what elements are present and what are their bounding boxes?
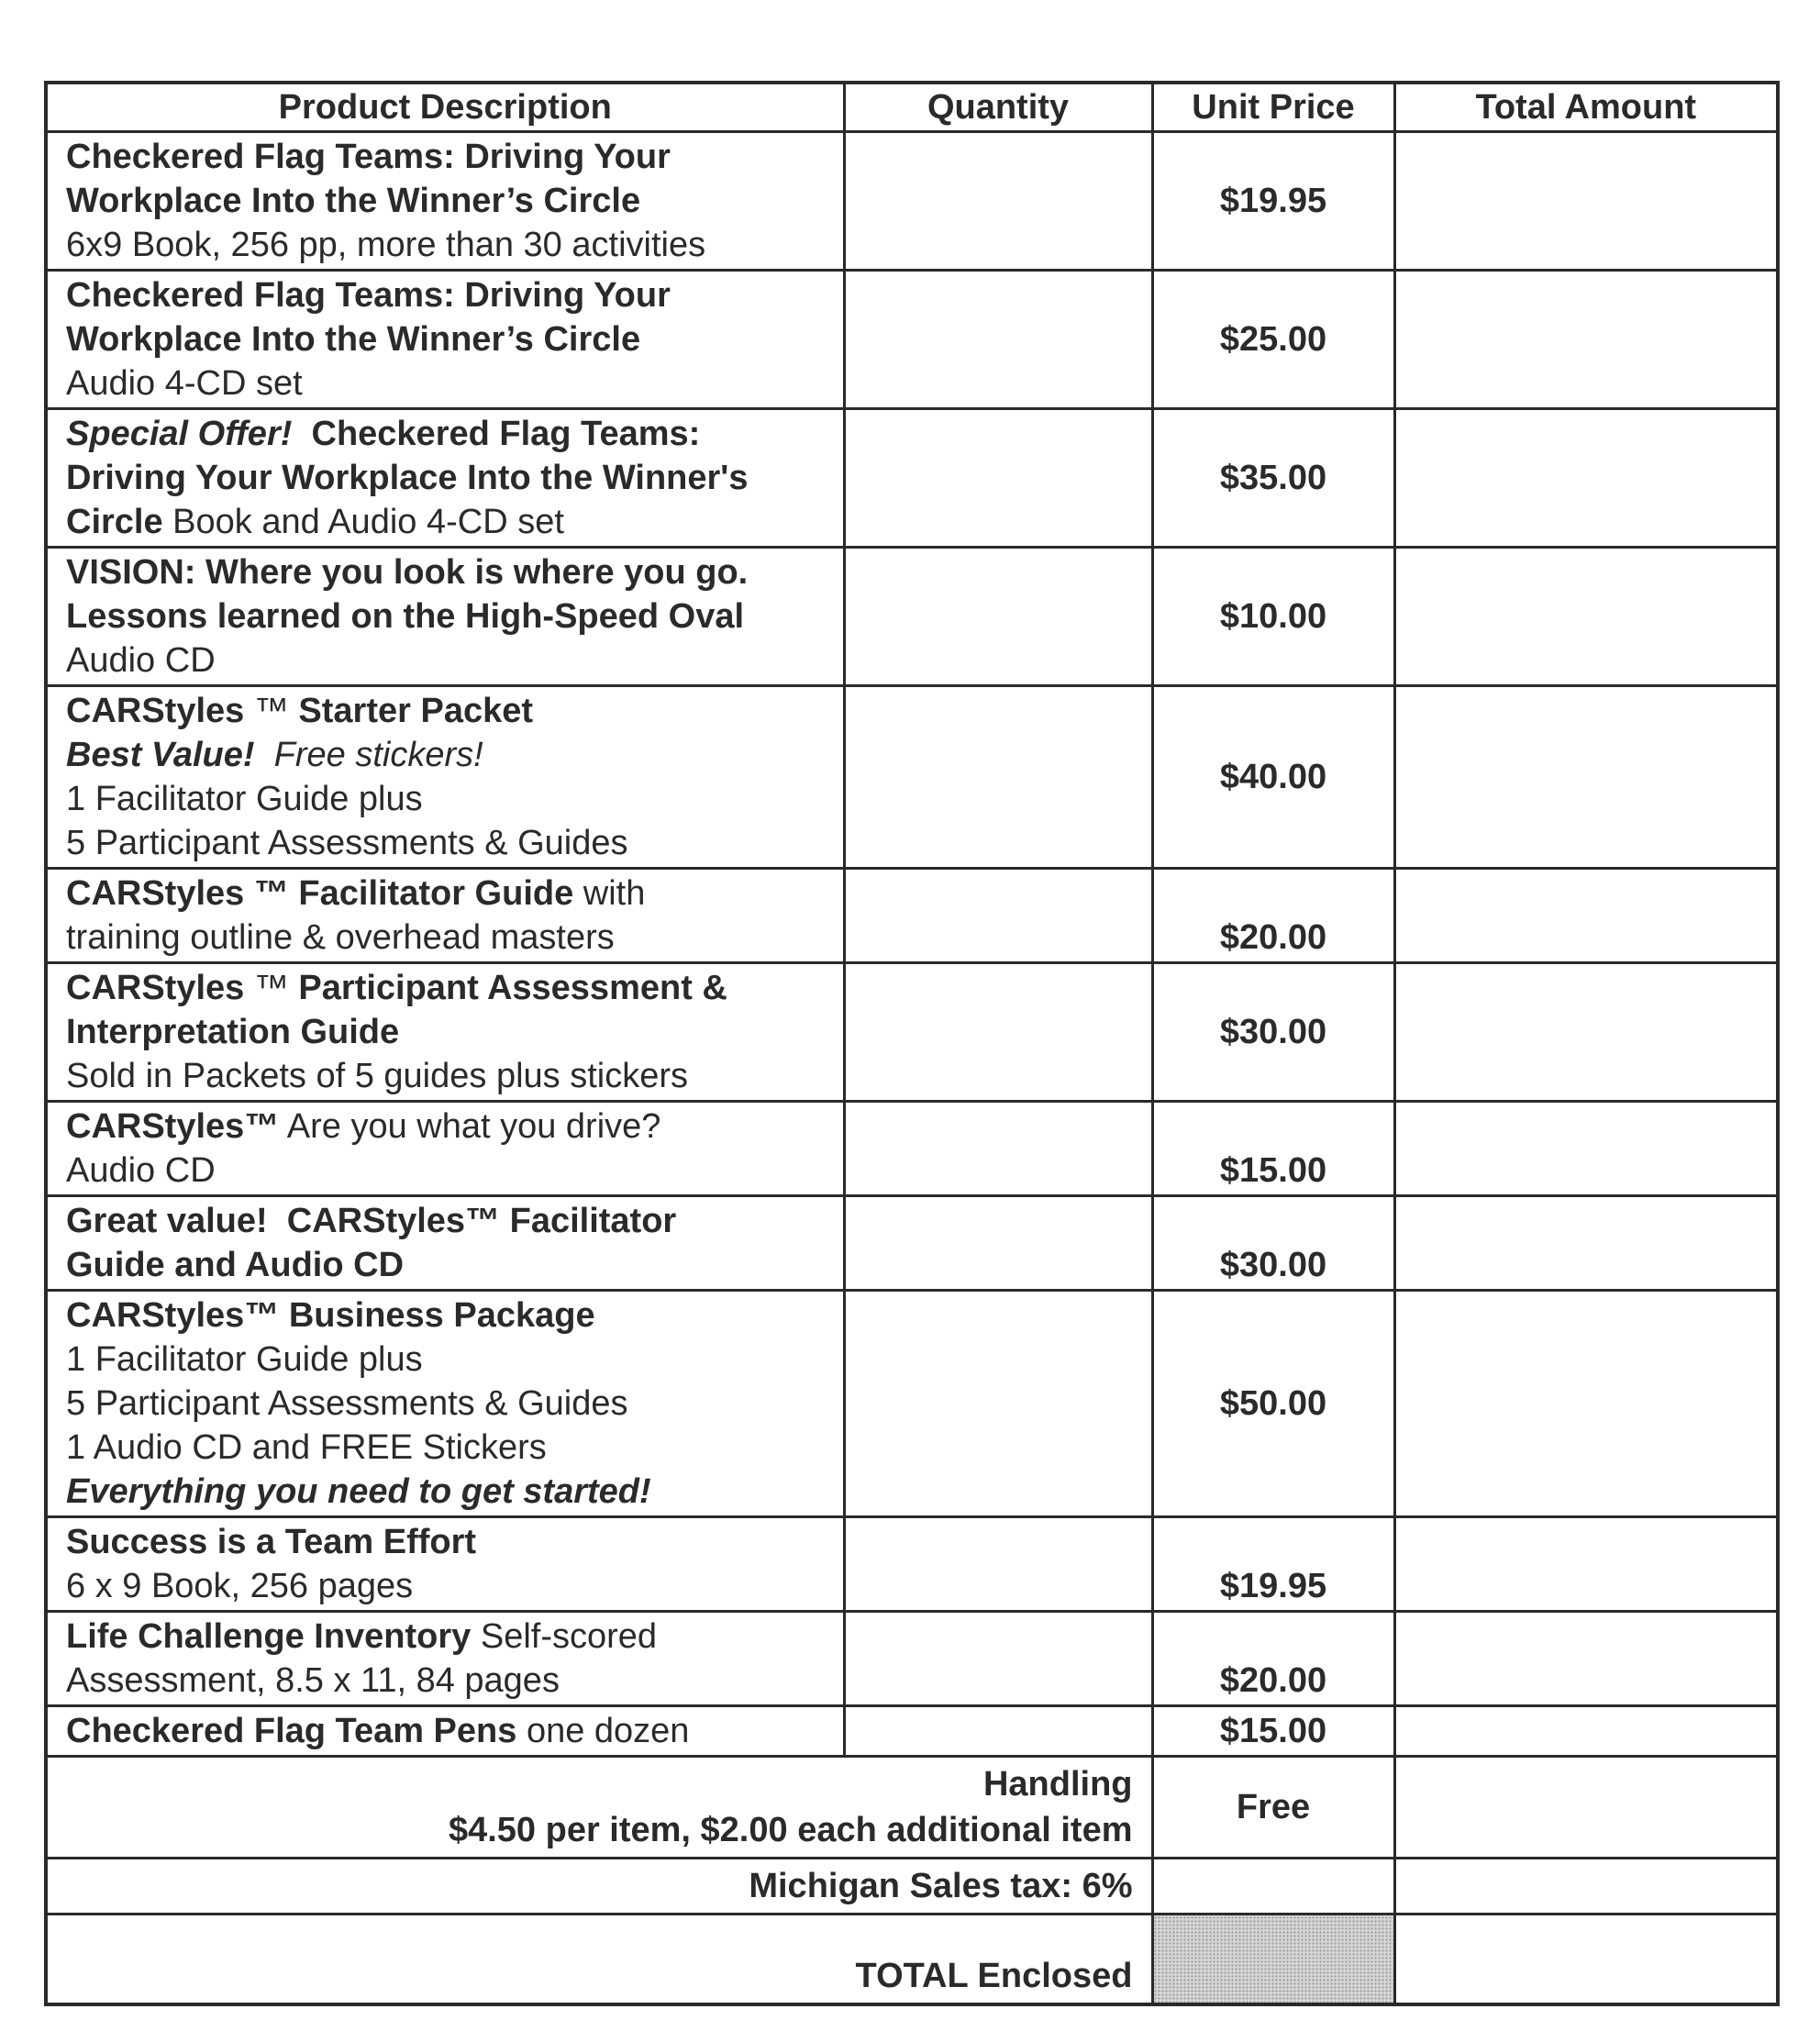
tax-label: Michigan Sales tax: 6% bbox=[46, 1859, 1152, 1915]
unit-price: $40.00 bbox=[1152, 686, 1394, 869]
product-description bbox=[46, 132, 844, 271]
order-form-table bbox=[44, 81, 1780, 2006]
description-text: Interpretation Guide bbox=[66, 1013, 400, 1051]
description-line bbox=[66, 1293, 834, 1337]
product-description bbox=[46, 1612, 844, 1706]
description-text: 1 Facilitator Guide plus bbox=[66, 1340, 423, 1379]
product-row bbox=[46, 1517, 1778, 1612]
description-text: Life Challenge Inventory bbox=[66, 1617, 472, 1656]
description-text: Best Value! bbox=[66, 736, 255, 774]
description-line bbox=[66, 1470, 834, 1514]
tax-row bbox=[46, 1859, 1778, 1915]
description-text: one dozen bbox=[516, 1712, 690, 1750]
unit-price: $50.00 bbox=[1152, 1291, 1394, 1517]
unit-price: $25.00 bbox=[1152, 271, 1394, 409]
header-row bbox=[46, 83, 1778, 132]
total-amount-cell[interactable] bbox=[1394, 1196, 1778, 1291]
description-line bbox=[66, 1709, 834, 1753]
description-text: Checkered Flag Teams: bbox=[292, 415, 701, 453]
description-text: VISION: Where you look is where you go. bbox=[66, 553, 749, 592]
description-line bbox=[66, 1104, 834, 1149]
unit-price: $30.00 bbox=[1152, 1196, 1394, 1291]
total-amount-cell[interactable] bbox=[1394, 132, 1778, 271]
description-line bbox=[66, 1149, 834, 1193]
description-text: with bbox=[573, 874, 646, 913]
quantity-cell[interactable] bbox=[844, 1706, 1152, 1757]
description-line bbox=[66, 1243, 834, 1287]
description-text: CARStyles™ Business Package bbox=[66, 1296, 595, 1335]
quantity-cell[interactable] bbox=[844, 869, 1152, 963]
description-line bbox=[66, 871, 834, 916]
product-row bbox=[46, 271, 1778, 409]
description-line bbox=[66, 361, 834, 405]
summary-rows bbox=[46, 1757, 1778, 2004]
unit-price: $20.00 bbox=[1152, 1612, 1394, 1706]
description-text: 5 Participant Assessments & Guides bbox=[66, 1384, 628, 1423]
total-enclosed-cell[interactable] bbox=[1394, 1915, 1778, 2004]
description-text: Great value! CARStyles™ Facilitator bbox=[66, 1202, 677, 1240]
description-text: 6x9 Book, 256 pp, more than 30 activities bbox=[66, 226, 706, 264]
total-amount-cell[interactable] bbox=[1394, 271, 1778, 409]
description-line bbox=[66, 223, 834, 267]
description-text: ™ bbox=[244, 692, 299, 730]
quantity-cell[interactable] bbox=[844, 1196, 1152, 1291]
total-amount-cell[interactable] bbox=[1394, 1291, 1778, 1517]
description-line bbox=[66, 777, 834, 821]
description-line bbox=[66, 500, 834, 544]
description-text: Circle bbox=[66, 503, 163, 541]
handling-label: Handling bbox=[982, 1765, 1133, 1804]
description-line bbox=[66, 1426, 834, 1470]
description-text: Guide and Audio CD bbox=[66, 1246, 405, 1284]
description-line bbox=[66, 689, 834, 733]
description-line bbox=[66, 135, 834, 179]
description-text: Audio CD bbox=[66, 1151, 216, 1190]
description-text: Lessons learned on the High-Speed Oval bbox=[66, 597, 745, 636]
total-amount-cell[interactable] bbox=[1394, 1517, 1778, 1612]
description-text: Sold in Packets of 5 guides plus stickers bbox=[66, 1057, 689, 1095]
product-description bbox=[46, 548, 844, 686]
description-line bbox=[66, 1520, 834, 1564]
handling-total-cell[interactable] bbox=[1394, 1757, 1778, 1859]
header-product-description: Product Description bbox=[46, 83, 844, 132]
description-line bbox=[66, 412, 834, 456]
quantity-cell[interactable] bbox=[844, 1291, 1152, 1517]
product-description bbox=[46, 963, 844, 1102]
total-label: TOTAL Enclosed bbox=[46, 1915, 1152, 2004]
product-row bbox=[46, 548, 1778, 686]
product-row bbox=[46, 409, 1778, 548]
description-text: Everything you need to get started! bbox=[66, 1472, 651, 1511]
description-text: Starter Packet bbox=[298, 692, 534, 730]
quantity-cell[interactable] bbox=[844, 548, 1152, 686]
product-description bbox=[46, 1196, 844, 1291]
quantity-cell[interactable] bbox=[844, 132, 1152, 271]
total-amount-cell[interactable] bbox=[1394, 1102, 1778, 1196]
description-line bbox=[66, 916, 834, 960]
description-text: training outline & overhead masters bbox=[66, 918, 615, 957]
unit-price: $30.00 bbox=[1152, 963, 1394, 1102]
total-row bbox=[46, 1915, 1778, 2004]
description-line bbox=[66, 638, 834, 683]
header-unit-price: Unit Price bbox=[1152, 83, 1394, 132]
unit-price: $15.00 bbox=[1152, 1102, 1394, 1196]
handling-value: Free bbox=[1152, 1757, 1394, 1859]
unit-price: $35.00 bbox=[1152, 409, 1394, 548]
product-row bbox=[46, 1706, 1778, 1757]
product-row bbox=[46, 1196, 1778, 1291]
description-line bbox=[66, 179, 834, 223]
description-text: CARStyles™ bbox=[66, 1107, 280, 1146]
quantity-cell[interactable] bbox=[844, 1517, 1152, 1612]
description-line bbox=[66, 317, 834, 361]
product-description bbox=[46, 869, 844, 963]
product-row bbox=[46, 132, 1778, 271]
product-description bbox=[46, 686, 844, 869]
description-line bbox=[66, 733, 834, 777]
description-line bbox=[66, 273, 834, 317]
product-description bbox=[46, 409, 844, 548]
total-amount-cell[interactable] bbox=[1394, 963, 1778, 1102]
description-text: Success is a Team Effort bbox=[66, 1523, 477, 1561]
description-line bbox=[66, 1010, 834, 1054]
total-amount-cell[interactable] bbox=[1394, 548, 1778, 686]
description-text: CARStyles ™ Facilitator Guide bbox=[66, 874, 574, 913]
total-amount-cell[interactable] bbox=[1394, 869, 1778, 963]
description-text: Checkered Flag Team Pens bbox=[66, 1712, 517, 1750]
product-row bbox=[46, 686, 1778, 869]
description-line bbox=[66, 1382, 834, 1426]
description-text: ™ bbox=[244, 969, 299, 1007]
handling-label-cell bbox=[46, 1757, 1152, 1859]
total-shaded-cell bbox=[1152, 1915, 1394, 2004]
description-text: 1 Facilitator Guide plus bbox=[66, 780, 423, 818]
description-line bbox=[66, 456, 834, 500]
description-text: Free stickers! bbox=[254, 736, 483, 774]
handling-detail: $4.50 per item, $2.00 each additional item bbox=[448, 1811, 1133, 1849]
description-text: Are you what you drive? bbox=[279, 1107, 661, 1146]
product-description bbox=[46, 1517, 844, 1612]
unit-price: $19.95 bbox=[1152, 132, 1394, 271]
product-rows bbox=[46, 132, 1778, 1757]
description-text: 1 Audio CD and FREE Stickers bbox=[66, 1428, 547, 1467]
description-text: Book and Audio 4-CD set bbox=[162, 503, 564, 541]
description-line bbox=[66, 1199, 834, 1243]
description-text: Workplace Into the Winner’s Circle bbox=[66, 182, 641, 220]
unit-price: $10.00 bbox=[1152, 548, 1394, 686]
tax-unit-cell bbox=[1152, 1859, 1394, 1915]
description-text: Assessment, 8.5 x 11, 84 pages bbox=[66, 1661, 560, 1700]
quantity-cell[interactable] bbox=[844, 1612, 1152, 1706]
product-row bbox=[46, 1102, 1778, 1196]
description-text: Special Offer! bbox=[66, 415, 293, 453]
total-amount-cell[interactable] bbox=[1394, 1706, 1778, 1757]
quantity-cell[interactable] bbox=[844, 409, 1152, 548]
product-description bbox=[46, 1706, 844, 1757]
product-row bbox=[46, 1612, 1778, 1706]
description-text: Checkered Flag Teams: Driving Your bbox=[66, 138, 671, 176]
description-text: Checkered Flag Teams: Driving Your bbox=[66, 276, 671, 315]
header-quantity: Quantity bbox=[844, 83, 1152, 132]
tax-total-cell[interactable] bbox=[1394, 1859, 1778, 1915]
description-line bbox=[66, 821, 834, 865]
description-line bbox=[66, 1564, 834, 1608]
product-row bbox=[46, 1291, 1778, 1517]
header-total-amount: Total Amount bbox=[1394, 83, 1778, 132]
description-text: Participant Assessment & bbox=[298, 969, 727, 1007]
description-text: 6 x 9 Book, 256 pages bbox=[66, 1567, 414, 1605]
description-line bbox=[66, 1337, 834, 1382]
product-row bbox=[46, 869, 1778, 963]
quantity-cell[interactable] bbox=[844, 686, 1152, 869]
description-text: Audio 4-CD set bbox=[66, 364, 303, 403]
total-amount-cell[interactable] bbox=[1394, 1612, 1778, 1706]
description-text: Workplace Into the Winner’s Circle bbox=[66, 320, 641, 359]
unit-price: $15.00 bbox=[1152, 1706, 1394, 1757]
product-description bbox=[46, 1102, 844, 1196]
total-amount-cell[interactable] bbox=[1394, 409, 1778, 548]
description-text: CARStyles bbox=[66, 692, 245, 730]
description-line bbox=[66, 1659, 834, 1703]
unit-price: $19.95 bbox=[1152, 1517, 1394, 1612]
unit-price: $20.00 bbox=[1152, 869, 1394, 963]
quantity-cell[interactable] bbox=[844, 963, 1152, 1102]
description-line bbox=[66, 550, 834, 594]
description-text: Driving Your Workplace Into the Winner's bbox=[66, 459, 749, 497]
description-line bbox=[66, 966, 834, 1010]
description-text: 5 Participant Assessments & Guides bbox=[66, 824, 628, 862]
handling-row bbox=[46, 1757, 1778, 1859]
product-description bbox=[46, 1291, 844, 1517]
product-row bbox=[46, 963, 1778, 1102]
description-text: Audio CD bbox=[66, 641, 216, 680]
description-text: CARStyles bbox=[66, 969, 245, 1007]
description-text: Self-scored bbox=[471, 1617, 658, 1656]
quantity-cell[interactable] bbox=[844, 1102, 1152, 1196]
total-amount-cell[interactable] bbox=[1394, 686, 1778, 869]
quantity-cell[interactable] bbox=[844, 271, 1152, 409]
description-line bbox=[66, 1615, 834, 1659]
description-line bbox=[66, 1054, 834, 1098]
product-description bbox=[46, 271, 844, 409]
description-line bbox=[66, 594, 834, 638]
